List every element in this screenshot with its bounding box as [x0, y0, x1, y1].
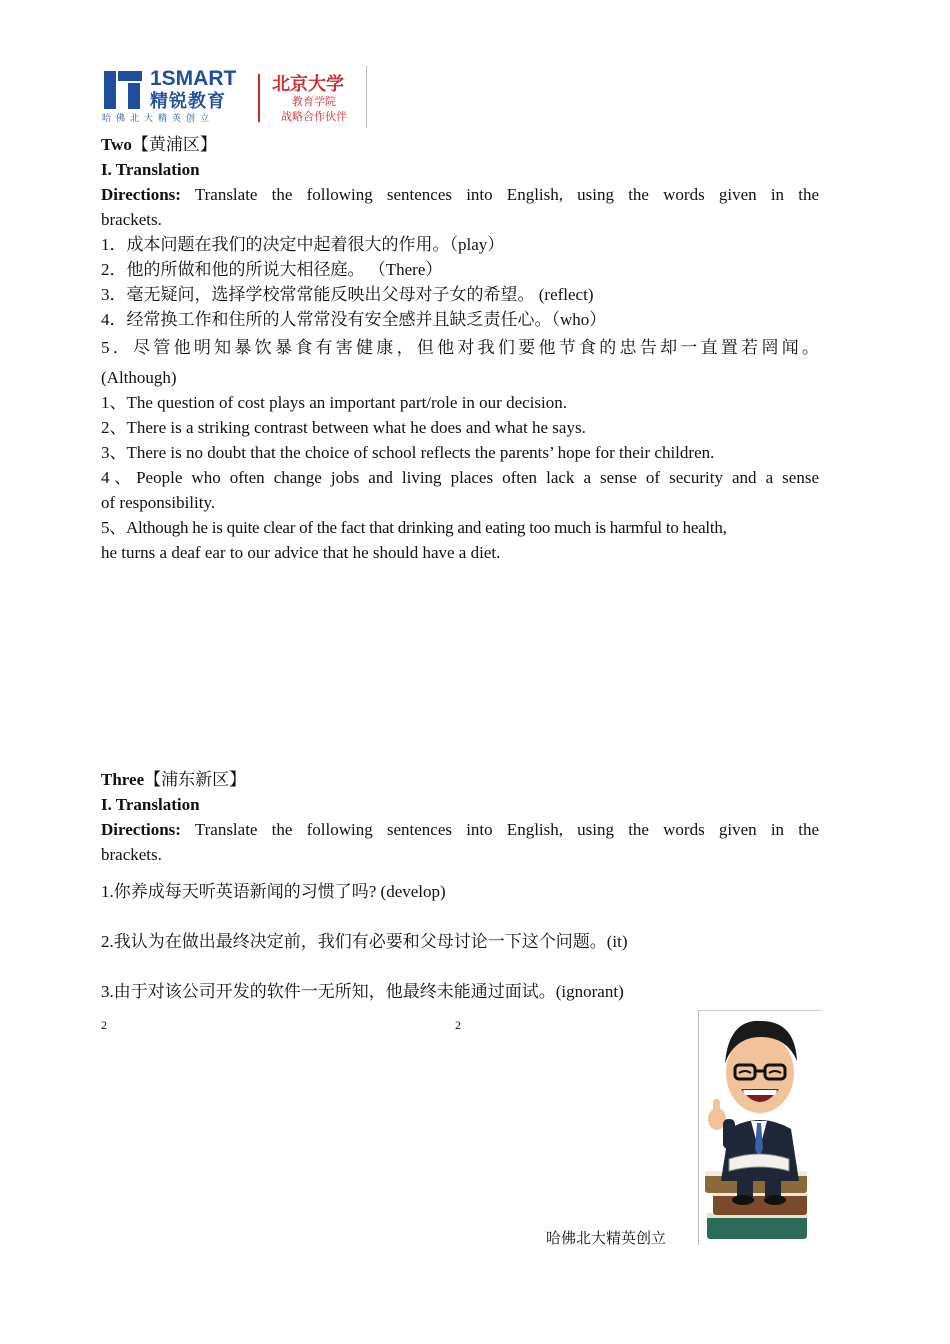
footer-tagline: 哈佛北大精英创立 — [546, 1229, 667, 1247]
teacher-cartoon-icon — [699, 1011, 821, 1245]
section-two-district: 【黄浦区】 — [131, 135, 217, 154]
logo-tagline: 哈佛北大精英创立 — [102, 114, 215, 124]
answer-item-cont: of responsibility. — [101, 493, 216, 512]
logo-partner-role: 战略合作伙伴 — [281, 110, 347, 123]
page-number-left: 2 — [101, 1018, 107, 1032]
logo-partner-dept: 教育学院 — [292, 95, 336, 108]
logo-brand-en: 1SMART — [150, 67, 237, 90]
directions-text: Translate the following sentences into English, using the words given in the — [194, 820, 819, 839]
header-logo — [100, 66, 367, 128]
question-item: 3．毫无疑问，选择学校常常能反映出父母对子女的希望。 (reflect) — [101, 285, 594, 304]
section-three-directions — [101, 819, 819, 841]
logo-partner-name: 北京大学 — [272, 74, 344, 95]
question-item: 4．经常换工作和住所的人常常没有安全感并且缺乏责任心。（who） — [101, 310, 607, 329]
page-number-center: 2 — [455, 1018, 461, 1032]
question-item-cont: (Although) — [101, 368, 177, 387]
section-two-title-en: Two — [101, 135, 132, 154]
question-item: 2.我认为在做出最终决定前，我们有必要和父母讨论一下这个问题。(it) — [101, 932, 628, 951]
section-three-title — [101, 769, 246, 791]
question-item: 1.你养成每天听英语新闻的习惯了吗? (develop) — [101, 882, 446, 901]
section-three-directions-cont: brackets. — [101, 845, 162, 864]
answer-item: 1、The question of cost plays an important part/role in our decision. — [101, 393, 567, 412]
directions-label: Directions: — [101, 185, 181, 204]
section-two-part: I. Translation — [101, 160, 200, 179]
directions-label: Directions: — [101, 820, 181, 839]
section-three-district: 【浦东新区】 — [144, 770, 247, 789]
section-two-title — [101, 134, 217, 156]
answer-item: 3、There is no doubt that the choice of school reflects the parents’ hope for their children. — [101, 443, 715, 462]
section-three-part: I. Translation — [101, 795, 200, 814]
answer-item: 4、People who often change jobs and living places often lack a sense of security and a sense — [101, 468, 819, 487]
answer-item: 2、There is a striking contrast between what he does and what he says. — [101, 418, 586, 437]
question-item: 1．成本问题在我们的决定中起着很大的作用。（play） — [101, 235, 505, 254]
answer-item-cont: he turns a deaf ear to our advice that he should have a diet. — [101, 543, 501, 562]
directions-text: Translate the following sentences into English, using the words given in the — [194, 185, 819, 204]
smart-logo-icon — [102, 69, 144, 111]
section-three-title-en: Three — [101, 770, 145, 789]
question-item: 2．他的所做和他的所说大相径庭。 （There） — [101, 260, 443, 279]
logo-divider — [258, 74, 260, 122]
question-item: 5．尽管他明知暴饮暴食有害健康，但他对我们要他节食的忠告却一直置若罔闻。 — [101, 338, 819, 357]
answer-item: 5、Although he is quite clear of the fact that drinking and eating too much is harmful to health, — [101, 518, 727, 537]
section-two-directions — [101, 184, 819, 206]
section-two-directions-cont: brackets. — [101, 210, 162, 229]
question-item: 3.由于对该公司开发的软件一无所知，他最终未能通过面试。(ignorant) — [101, 982, 624, 1001]
logo-brand-cn: 精锐教育 — [150, 91, 226, 112]
teacher-mascot-image — [698, 1010, 821, 1245]
